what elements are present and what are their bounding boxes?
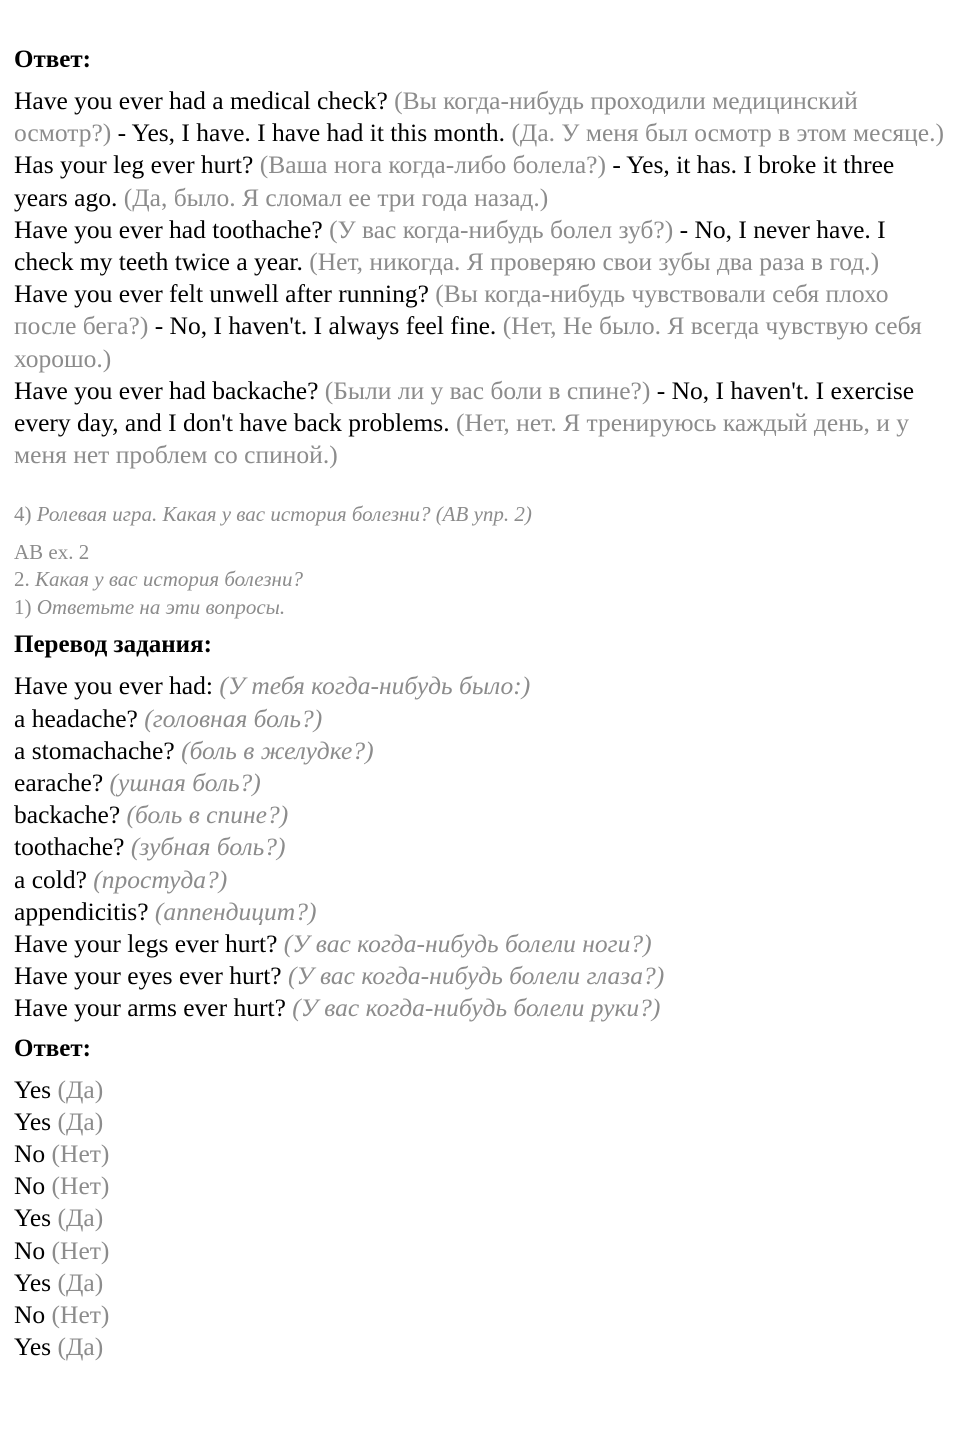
- question-en: Has your leg ever hurt?: [14, 150, 254, 180]
- item-en: appendicitis?: [14, 896, 149, 926]
- item-ru: (боль в желудке?): [181, 735, 374, 765]
- qa-item: [14, 214, 948, 278]
- list-item: [14, 703, 948, 735]
- answer-ru: (Нет, никогда. Я проверяю свои зубы два раза в год.): [309, 247, 880, 277]
- qa-paragraph: [14, 85, 948, 471]
- item-ru: (аппендицит?): [154, 896, 317, 926]
- answer-en: No: [14, 1171, 46, 1201]
- answer-en: - Yes, I have. I have had it this month.: [111, 118, 506, 148]
- answer-ru: (Нет, нет. Я тренируюсь каждый день, и у меня нет проблем со спиной.): [14, 408, 910, 470]
- item-en: a stomachache?: [14, 735, 175, 765]
- answer-en: - Yes, it has. I broke it three years ago.: [14, 150, 895, 212]
- answer-item: [14, 1106, 948, 1138]
- answer-heading-2: Ответ:: [14, 1034, 91, 1062]
- ab-line-2-text: Какая у вас история болезни?: [35, 567, 303, 592]
- item-en: backache?: [14, 800, 121, 830]
- answer-en: Yes: [14, 1203, 52, 1233]
- item-ru: (простуда?): [93, 864, 228, 894]
- answer-item: [14, 1235, 948, 1267]
- item-ru: (боль в спине?): [126, 800, 289, 830]
- item-en: Have your legs ever hurt?: [14, 929, 278, 959]
- answer-item: [14, 1299, 948, 1331]
- list-item: [14, 960, 948, 992]
- item-ru: (зубная боль?): [130, 832, 286, 862]
- answer-ru: (Да): [57, 1203, 104, 1233]
- translation-list: [14, 670, 948, 1024]
- list-item: [14, 735, 948, 767]
- list-item: [14, 992, 948, 1024]
- answer-ru: (Да): [57, 1106, 104, 1136]
- item-en: Have you ever had:: [14, 671, 213, 701]
- item-en: Have your eyes ever hurt?: [14, 961, 282, 991]
- answer-item: [14, 1267, 948, 1299]
- answer-heading: Ответ:: [14, 46, 91, 73]
- list-item: [14, 928, 948, 960]
- list-item: [14, 831, 948, 863]
- answer-ru: (Нет): [51, 1300, 110, 1330]
- answer-en: No: [14, 1300, 46, 1330]
- item-ru: (ушная боль?): [109, 768, 261, 798]
- question-ru: (Были ли у вас боли в спине?): [324, 375, 651, 405]
- task-4-line: [14, 501, 948, 529]
- qa-item: [14, 375, 948, 472]
- answer-en: Yes: [14, 1074, 52, 1104]
- ab-line-3-text: Ответьте на эти вопросы.: [36, 594, 286, 619]
- answer-en: Yes: [14, 1267, 52, 1297]
- answer-ru: (Да): [57, 1332, 104, 1362]
- question-en: Have you ever had toothache?: [14, 214, 323, 244]
- answer-ru: (Да, было. Я сломал ее три года назад.): [123, 182, 549, 212]
- answer-item: [14, 1202, 948, 1234]
- answer-ru: (Нет): [51, 1171, 110, 1201]
- spacer: [14, 529, 948, 539]
- answer-item: [14, 1138, 948, 1170]
- answer-item: [14, 1331, 948, 1363]
- answer-ru: (Нет, Не было. Я всегда чувствую себя хорошо.): [14, 311, 922, 373]
- item-en: earache?: [14, 768, 104, 798]
- item-en: Have your arms ever hurt?: [14, 993, 286, 1023]
- answer-en: Yes: [14, 1332, 52, 1362]
- answer-en: No: [14, 1139, 46, 1169]
- list-item: [14, 670, 948, 702]
- qa-item: [14, 278, 948, 375]
- answer-en: - No, I never have. I check my teeth twice a year.: [14, 214, 886, 277]
- list-item: [14, 799, 948, 831]
- item-en: a cold?: [14, 864, 87, 894]
- answer-item: [14, 1170, 948, 1202]
- item-ru: (У вас когда-нибудь болели руки?): [292, 993, 661, 1023]
- task-4-text: Ролевая игра. Какая у вас история болезни? (AB упр. 2): [36, 502, 532, 527]
- item-ru: (У вас когда-нибудь болели глаза?): [288, 961, 665, 991]
- question-ru: (Вы когда-нибудь проходили медицинский осмотр?): [14, 86, 858, 148]
- ab-title: AB ex. 2: [14, 539, 90, 564]
- question-ru: (Вы когда-нибудь чувствовали себя плохо после бега?): [14, 279, 889, 341]
- list-item: [14, 767, 948, 799]
- ab-line-3: [14, 594, 948, 622]
- ab-line-3-number: 1): [14, 594, 37, 619]
- task-4-number: 4): [14, 502, 37, 527]
- question-en: Have you ever had a medical check?: [14, 86, 388, 115]
- ab-line-2: [14, 566, 948, 594]
- spacer: [14, 471, 948, 501]
- answer-ru: (Нет): [51, 1235, 110, 1265]
- item-ru: (головная боль?): [144, 703, 323, 733]
- answer-item: [14, 1074, 948, 1106]
- question-ru: (У вас когда-нибудь болел зуб?): [329, 214, 674, 244]
- answer-en: - No, I haven't. I always feel fine.: [148, 311, 497, 341]
- question-ru: (Ваша нога когда-либо болела?): [259, 150, 606, 180]
- question-en: Have you ever felt unwell after running?: [14, 279, 429, 309]
- list-item: [14, 864, 948, 896]
- list-item: [14, 896, 948, 928]
- ab-line-2-number: 2.: [14, 567, 35, 592]
- qa-item: [14, 85, 948, 149]
- item-ru: (У вас когда-нибудь болели ноги?): [283, 929, 652, 959]
- translation-heading: Перевод задания:: [14, 631, 212, 659]
- qa-item: [14, 149, 948, 213]
- answer-en: - No, I haven't. I exercise every day, and I don't have back problems.: [14, 375, 915, 438]
- answer-ru: (Да): [57, 1267, 104, 1297]
- answer-list: [14, 1074, 948, 1364]
- item-en: a headache?: [14, 703, 138, 733]
- item-en: toothache?: [14, 832, 125, 862]
- answer-ru: (Нет): [51, 1139, 110, 1169]
- answer-ru: (Да): [57, 1074, 104, 1104]
- question-en: Have you ever had backache?: [14, 375, 319, 405]
- answer-en: Yes: [14, 1106, 52, 1136]
- answer-ru: (Да. У меня был осмотр в этом месяце.): [511, 118, 944, 148]
- answer-en: No: [14, 1235, 46, 1265]
- item-ru: (У тебя когда-нибудь было:): [219, 671, 531, 701]
